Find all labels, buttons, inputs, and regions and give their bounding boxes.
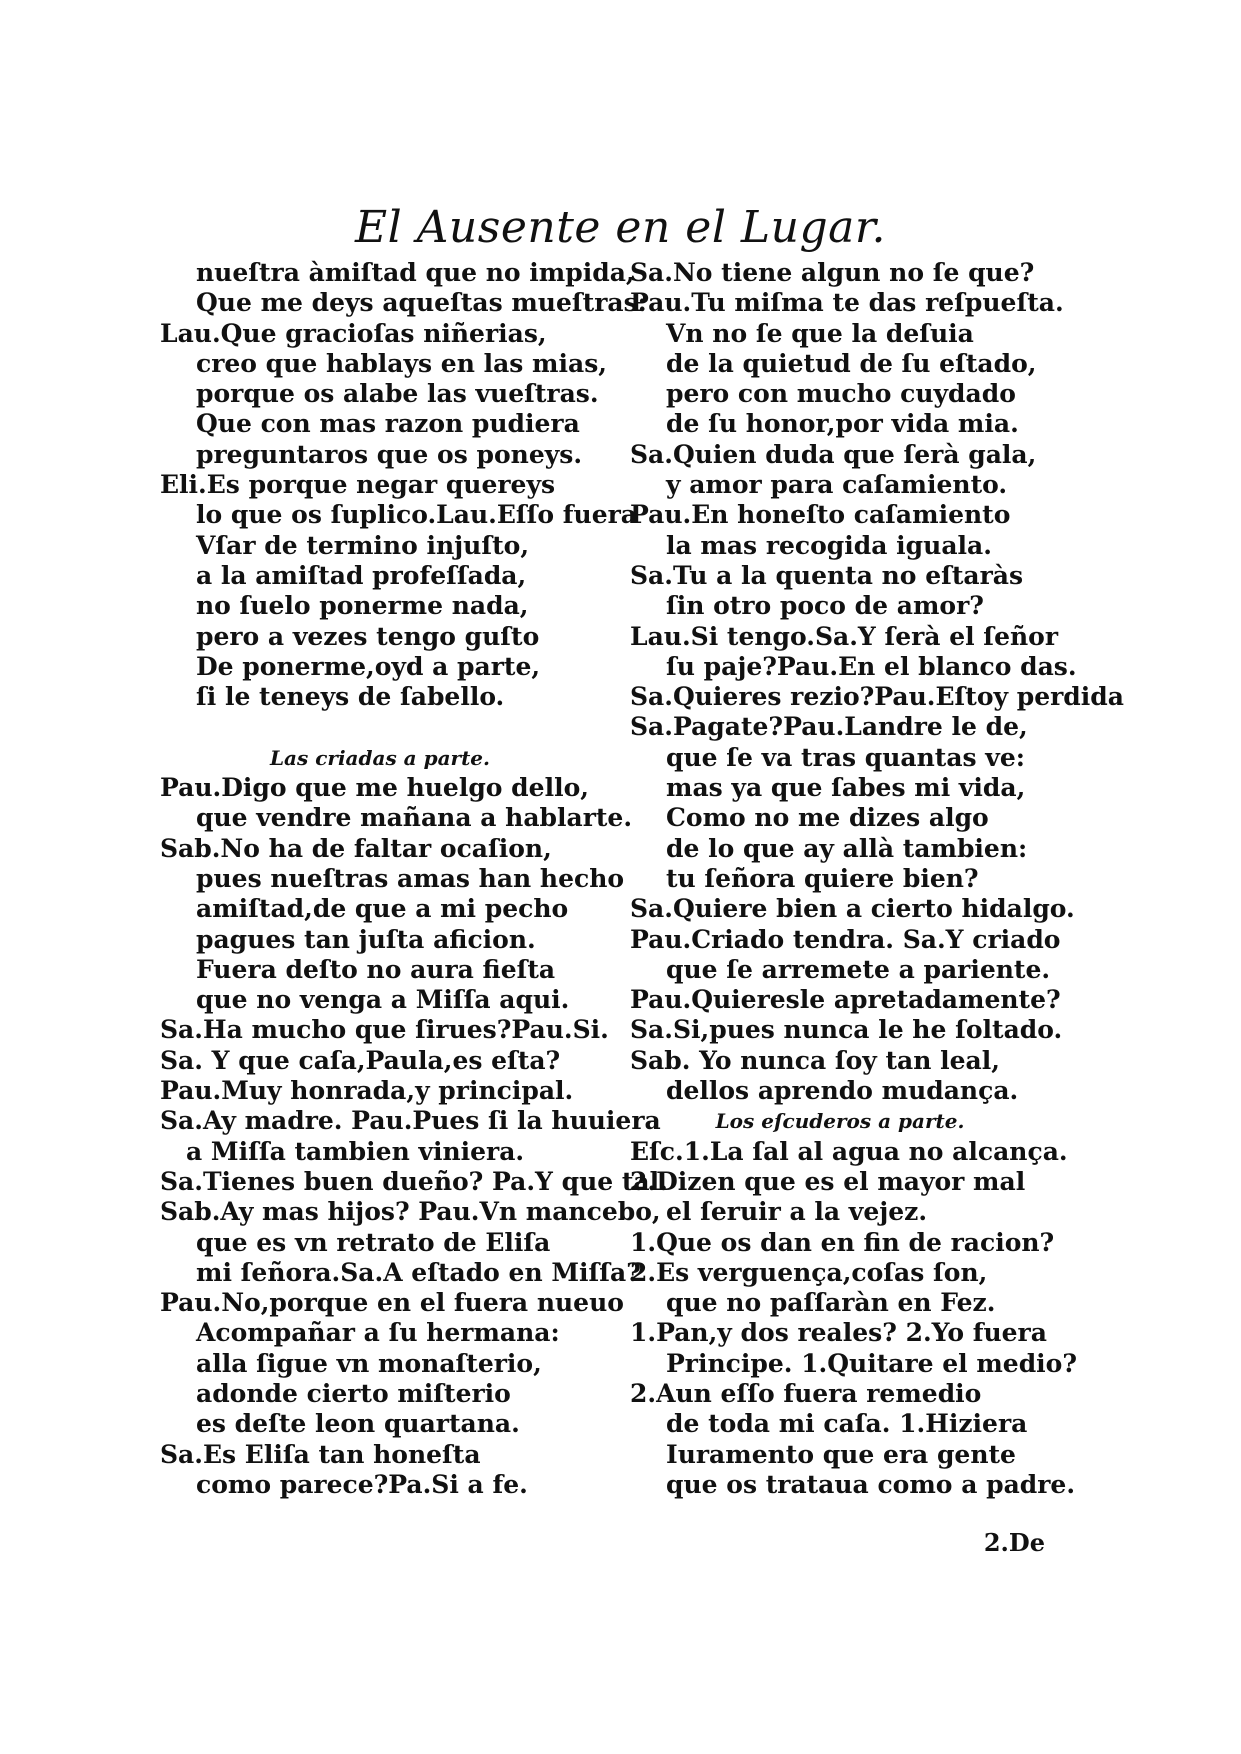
verse-line: Sab. Yo nunca ſoy tan leal,	[630, 1045, 1000, 1075]
verse-line: Pau.No,porque en el fuera nueuo	[160, 1288, 624, 1318]
verse-line: de ſu honor,por vida mia.	[666, 409, 1019, 439]
verse-line: como parece?Pa.Si a fe.	[196, 1469, 528, 1499]
verse-line: mi ſeñora.Sa.A eſtado en Miſſa?	[196, 1257, 641, 1287]
verse-line: 2.Aun eſſo fuera remedio	[630, 1378, 982, 1408]
verse-line: Vſar de termino injuſto,	[196, 530, 530, 560]
verse-line: pero con mucho cuydado	[666, 379, 1016, 409]
verse-line: 2.Es verguença,coſas ſon,	[630, 1257, 988, 1287]
verse-line: tu ſeñora quiere bien?	[666, 863, 979, 893]
verse-line: la mas recogida iguala.	[666, 530, 992, 560]
verse-line: Sa.Tienes buen dueño? Pa.Y que tal.	[160, 1166, 668, 1196]
verse-line: Sa.Quiere bien a cierto hidalgo.	[630, 894, 1075, 924]
verse-line: Sa.Ay madre. Pau.Pues ſi la huuiera	[160, 1106, 661, 1136]
verse-line: Lau.Que gracioſas niñerias,	[160, 318, 547, 348]
verse-line: Pau.Muy honrada,y principal.	[160, 1076, 574, 1106]
verse-line: no ſuelo ponerme nada,	[196, 591, 529, 621]
verse-line: Sa.No tiene algun no ſe que?	[630, 258, 1035, 287]
verse-line: es deſte leon quartana.	[196, 1409, 520, 1439]
verse-line: el ſeruir a la vejez.	[666, 1197, 928, 1227]
verse-line: Sa.Si,pues nunca le he ſoltado.	[630, 1015, 1063, 1045]
verse-line: Pau.Digo que me huelgo dello,	[160, 773, 589, 803]
verse-line: Que con mas razon pudiera	[196, 409, 580, 439]
verse-line: Eli.Es porque negar quereys	[160, 470, 556, 500]
verse-line: de toda mi caſa. 1.Hiziera	[666, 1409, 1028, 1439]
verse-line: ſin otro poco de amor?	[666, 591, 984, 621]
verse-line: Principe. 1.Quitare el medio?	[666, 1348, 1077, 1378]
verse-line: de lo que ay allà tambien:	[666, 833, 1028, 863]
verse-line: pero a vezes tengo guſto	[196, 621, 540, 651]
verse-line: porque os alabe las vueſtras.	[196, 379, 599, 409]
verse-line: Pau.En honeſto caſamiento	[630, 500, 1011, 530]
verse-line: Lau.Si tengo.Sa.Y ſerà el ſeñor	[630, 621, 1058, 651]
verse-line: ſi le teneys de ſabello.	[196, 682, 505, 712]
verse-line: lo que os ſuplico.Lau.Eſſo fuera	[196, 500, 637, 530]
verse-line: a Miſſa tambien viniera.	[186, 1136, 525, 1166]
verse-line: ſu paje?Pau.En el blanco das.	[666, 651, 1077, 681]
verse-line: Iuramento que era gente	[666, 1439, 1016, 1469]
verse-line: mas ya que ſabes mi vida,	[666, 773, 1026, 803]
verse-line: pues nueſtras amas han hecho	[196, 863, 625, 893]
verse-line: nueſtra àmiſtad que no impida,	[196, 258, 635, 287]
stage-direction: Las criadas a parte.	[269, 745, 490, 770]
right-text-column	[630, 258, 1124, 1500]
verse-line: creo que hablays en las mias,	[196, 348, 607, 378]
catchword: 2.De	[983, 1528, 1045, 1557]
verse-line: y amor para caſamiento.	[666, 470, 1008, 500]
verse-line: Vn no ſe que la deſuia	[666, 318, 974, 348]
stage-direction: Los eſcuderos a parte.	[715, 1109, 965, 1134]
verse-line: Que me deys aqueſtas mueſtras:	[196, 288, 647, 318]
verse-line: Como no me dizes algo	[666, 803, 989, 833]
verse-line: que vendre mañana a hablarte.	[196, 803, 633, 833]
verse-line: Fuera deſto no aura fieſta	[196, 954, 556, 984]
verse-line: Eſc.1.La ſal al agua no alcança.	[630, 1136, 1068, 1166]
verse-line: 1.Pan,y dos reales? 2.Yo fuera	[630, 1318, 1047, 1348]
verse-line: que ſe va tras quantas ve:	[666, 742, 1025, 772]
verse-line: de la quietud de ſu eſtado,	[666, 348, 1037, 378]
blank-line	[160, 712, 600, 742]
verse-line: amiſtad,de que a mi pecho	[196, 894, 569, 924]
verse-line: pagues tan juſta aficion.	[196, 924, 536, 954]
verse-line: 1.Que os dan en fin de racion?	[630, 1227, 1055, 1257]
verse-line: dellos aprendo mudança.	[666, 1076, 1019, 1106]
page-title: El Ausente en el Lugar.	[354, 202, 887, 253]
verse-line: Sa.Quieres rezio?Pau.Eſtoy perdida	[630, 682, 1124, 712]
verse-line: Sa.Es Eliſa tan honeſta	[160, 1439, 481, 1469]
verse-line: Sab.No ha de faltar ocaſion,	[160, 833, 552, 863]
verse-line: 2.Dizen que es el mayor mal	[630, 1166, 1026, 1196]
verse-line: que os trataua como a padre.	[666, 1469, 1076, 1499]
verse-line: Pau.Quieresle apretadamente?	[630, 985, 1061, 1015]
left-text-column	[160, 258, 668, 1500]
verse-line: Pau.Criado tendra. Sa.Y criado	[630, 924, 1061, 954]
verse-line: que no venga a Miſſa aqui.	[196, 985, 570, 1015]
verse-line: adonde cierto miſterio	[196, 1378, 511, 1408]
verse-line: Acompañar a ſu hermana:	[196, 1318, 560, 1348]
verse-line: a la amiſtad profeſſada,	[196, 560, 527, 590]
verse-line: alla ſigue vn monaſterio,	[196, 1348, 542, 1378]
verse-line: Pau.Tu miſma te das reſpueſta.	[630, 288, 1064, 318]
verse-line: Sa. Y que caſa,Paula,es eſta?	[160, 1045, 561, 1075]
verse-line: Sab.Ay mas hijos? Pau.Vn mancebo,	[160, 1197, 661, 1227]
verse-line: preguntaros que os poneys.	[196, 439, 583, 469]
verse-line: que es vn retrato de Eliſa	[196, 1227, 551, 1257]
verse-line: Sa.Ha mucho que ſirues?Pau.Si.	[160, 1015, 609, 1045]
verse-line: Sa.Tu a la quenta no eſtaràs	[630, 560, 1024, 590]
verse-line: Sa.Pagate?Pau.Landre le de,	[630, 712, 1028, 742]
verse-line: que ſe arremete a pariente.	[666, 954, 1051, 984]
verse-line: Sa.Quien duda que ſerà gala,	[630, 439, 1037, 469]
verse-line: que no paſſaràn en Fez.	[666, 1288, 996, 1318]
verse-line: De ponerme,oyd a parte,	[196, 651, 541, 681]
